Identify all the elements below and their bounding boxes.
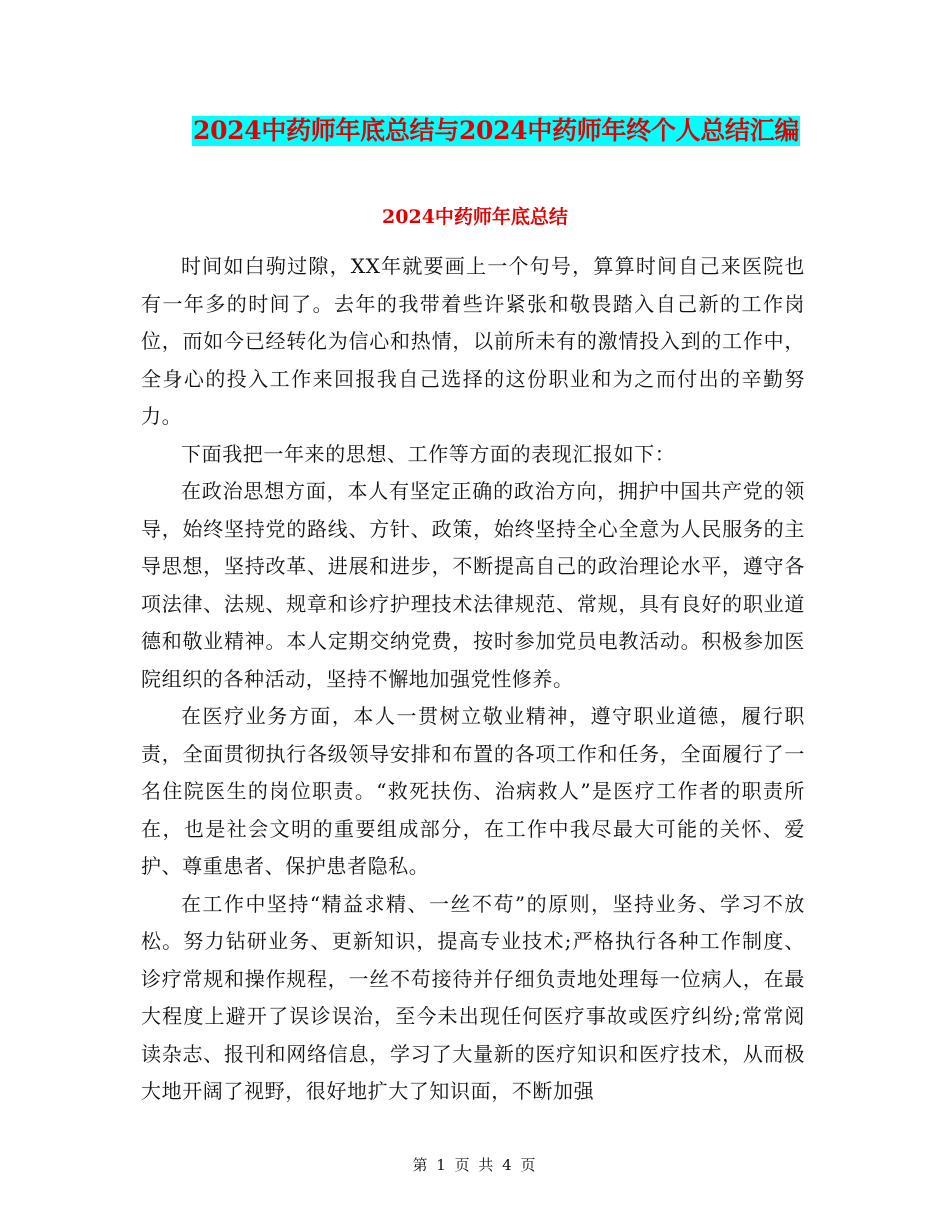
page-number-footer: 第 1 页 共 4 页 bbox=[412, 1156, 538, 1174]
document-title-container bbox=[0, 116, 950, 146]
section-title: 2024中药师年底总结 bbox=[382, 206, 568, 228]
paragraph: 在工作中坚持“精益求精、一丝不苟”的原则，坚持业务、学习不放松。努力钻研业务、更新知识，提高专业技术;严格执行各种工作制度、诊疗常规和操作规程，一丝不苟接待并仔细负责地处理每一位病人，在最大程度上避开了误诊误治，至今未出现任何医疗事故或医疗纠纷;常常阅读杂志、报刊和网络信息，学习了大量新的医疗知识和医疗技术，从而极大地开阔了视野，很好地扩大了知识面，不断加强 bbox=[141, 891, 805, 1103]
paragraph: 时间如白驹过隙，XX年就要画上一个句号，算算时间自己来医院也有一年多的时间了。去年的我带着些许紧张和敬畏踏入自己新的工作岗位，而如今已经转化为信心和热情，以前所未有的激情投入到的工作中，全身心的投入工作来回报我自己选择的这份职业和为之而付出的辛勤努力。 bbox=[141, 254, 805, 428]
paragraph: 在医疗业务方面，本人一贯树立敬业精神，遵守职业道德，履行职责，全面贯彻执行各级领导安排和布置的各项工作和任务，全面履行了一名住院医生的岗位职责。“救死扶伤、治病救人”是医疗工作者的职责所在，也是社会文明的重要组成部分，在工作中我尽最大可能的关怀、爱护、尊重患者、保护患者隐私。 bbox=[141, 704, 805, 878]
paragraph: 在政治思想方面，本人有坚定正确的政治方向，拥护中国共产党的领导，始终坚持党的路线、方针、政策，始终坚持全心全意为人民服务的主导思想，坚持改革、进展和进步，不断提高自己的政治理论水平，遵守各项法律、法规、规章和诊疗护理技术法律规范、常规，具有良好的职业道德和敬业精神。本人定期交纳党费，按时参加党员电教活动。积极参加医院组织的各种活动，坚持不懈地加强党性修养。 bbox=[141, 479, 805, 691]
paragraph: 下面我把一年来的思想、工作等方面的表现汇报如下： bbox=[181, 441, 676, 466]
document-title: 2024中药师年底总结与2024中药师年终个人总结汇编 bbox=[192, 116, 800, 145]
document-body bbox=[141, 248, 805, 1111]
